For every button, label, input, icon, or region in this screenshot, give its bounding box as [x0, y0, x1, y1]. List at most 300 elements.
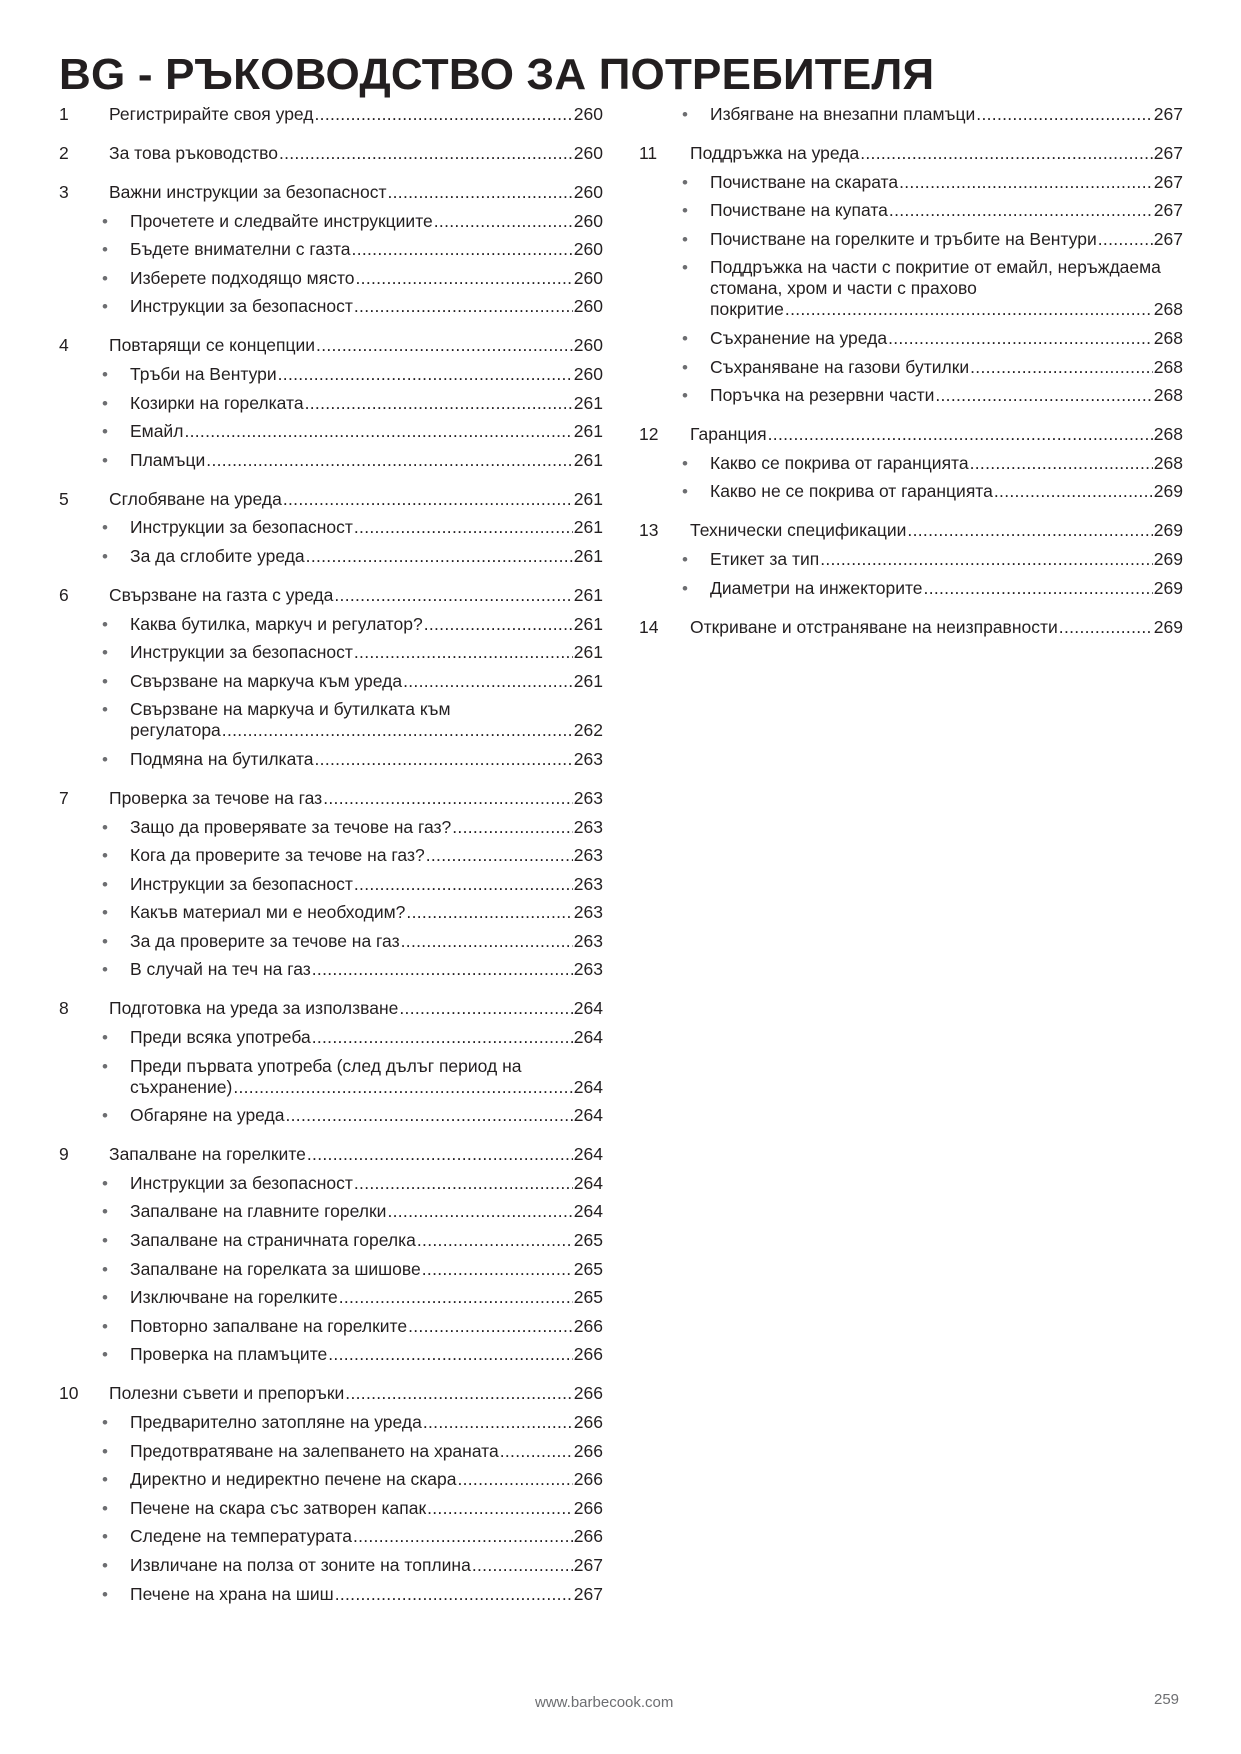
toc-subentry[interactable]	[59, 1555, 603, 1576]
page-number: 263	[573, 959, 603, 980]
dot-leader	[899, 172, 1153, 193]
subentry-body	[710, 104, 1183, 125]
dot-leader	[285, 1105, 572, 1126]
subsection-title: Предварително затопляне на уреда	[130, 1412, 422, 1432]
dot-leader	[387, 1201, 572, 1222]
dot-leader	[334, 585, 572, 606]
page-number: 260	[573, 210, 603, 231]
entry-body	[109, 788, 603, 809]
dot-leader	[935, 385, 1152, 406]
dot-leader	[278, 364, 573, 385]
toc-subentry[interactable]	[59, 845, 603, 866]
subentry-body	[710, 172, 1183, 193]
entry-line	[710, 453, 1183, 474]
subentry-body	[710, 481, 1183, 502]
section-title: Гаранция	[690, 424, 767, 445]
toc-subentry[interactable]	[639, 549, 1183, 570]
dot-leader	[279, 143, 573, 164]
dot-leader	[452, 817, 573, 838]
dot-leader	[472, 1555, 573, 1576]
page-number: 269	[1153, 577, 1183, 598]
subsection-title: Инструкции за безопасност	[130, 296, 353, 317]
subsection-title: В случай на теч на газ	[130, 959, 311, 980]
entry-line	[710, 104, 1183, 125]
subsection-title: Преди всяка употреба	[130, 1027, 311, 1048]
page-number: 267	[1153, 143, 1183, 163]
bullet-icon: •	[102, 268, 108, 288]
toc-section	[59, 998, 603, 1126]
dot-leader	[785, 299, 1153, 320]
toc-subentry[interactable]	[639, 481, 1183, 502]
page-number: 260	[573, 363, 603, 384]
toc-entry[interactable]	[59, 104, 603, 125]
toc-subentry[interactable]	[59, 1230, 603, 1251]
section-title: Свързване на газта с уреда	[109, 584, 334, 605]
bullet-icon: •	[102, 1231, 108, 1251]
bullet-icon: •	[102, 1584, 108, 1604]
dot-leader	[970, 357, 1153, 378]
bullet-icon: •	[102, 931, 108, 951]
toc-subentry[interactable]	[639, 200, 1183, 221]
toc-subentry[interactable]	[639, 104, 1183, 125]
entry-line	[130, 1077, 603, 1098]
entry-line	[130, 364, 603, 385]
subentry-body	[130, 546, 603, 567]
subentry-body	[710, 328, 1183, 349]
subsection-title: регулатора	[130, 720, 221, 741]
toc-subentry[interactable]	[59, 1316, 603, 1337]
toc-subentry[interactable]	[59, 1498, 603, 1519]
dot-leader	[328, 1344, 573, 1365]
dot-leader	[426, 845, 573, 866]
bullet-icon: •	[102, 1527, 108, 1547]
toc-column-left	[59, 104, 603, 1623]
toc-entry[interactable]	[639, 520, 1183, 541]
page-number: 263	[573, 930, 603, 951]
toc-section	[639, 520, 1183, 598]
entry-line	[710, 357, 1183, 378]
page-number: 264	[573, 1201, 603, 1222]
subentry-body	[130, 1230, 603, 1251]
bullet-icon: •	[682, 357, 688, 377]
toc-entry[interactable]	[59, 489, 603, 510]
toc-subentry[interactable]	[59, 959, 603, 980]
subsection-title: Запалване на страничната горелка	[130, 1230, 416, 1251]
subentry-body	[130, 1056, 603, 1098]
page-number: 264	[573, 1172, 603, 1193]
bullet-icon: •	[102, 1202, 108, 1222]
entry-line	[130, 749, 603, 770]
toc-entry[interactable]	[59, 143, 603, 164]
toc-entry[interactable]	[639, 424, 1183, 445]
dot-leader	[889, 200, 1153, 221]
page-number: 266	[573, 1469, 603, 1490]
subentry-body	[130, 671, 603, 692]
toc-subentry[interactable]	[59, 817, 603, 838]
dot-leader	[222, 720, 573, 741]
section-number: 6	[59, 584, 69, 605]
page-number: 267	[1153, 104, 1183, 124]
toc-section	[59, 143, 603, 164]
bullet-icon: •	[682, 482, 688, 502]
subentry-body	[130, 874, 603, 895]
entry-line	[130, 296, 603, 317]
dot-leader	[500, 1441, 573, 1462]
bullet-icon: •	[102, 1106, 108, 1126]
subentry-body	[130, 268, 603, 289]
subsection-title: Запалване на горелката за шишове	[130, 1258, 421, 1279]
subsection-title: Извличане на полза от зоните на топлина	[130, 1554, 471, 1575]
subentry-body	[130, 817, 603, 838]
dot-leader	[312, 959, 573, 980]
toc-subentry[interactable]	[639, 328, 1183, 349]
subsection-title: Инструкции за безопасност	[130, 1172, 353, 1193]
page-number: 269	[1153, 520, 1183, 541]
toc-subentry[interactable]	[59, 1259, 603, 1280]
page-number: 260	[573, 267, 603, 288]
dot-leader	[206, 450, 573, 471]
section-title: Важни инструкции за безопасност	[109, 182, 387, 202]
subsection-title: съхранение)	[130, 1076, 233, 1097]
section-title: Полезни съвети и препоръки	[109, 1383, 345, 1404]
subsection-title: Какво не се покрива от гаранцията	[710, 481, 993, 502]
toc-subentry[interactable]	[59, 450, 603, 471]
page-number: 261	[573, 421, 603, 442]
page-number: 261	[573, 545, 603, 566]
toc-subentry[interactable]	[59, 1105, 603, 1126]
dot-leader	[820, 549, 1153, 570]
toc-column-right	[639, 104, 1183, 656]
toc-subentry[interactable]	[59, 874, 603, 895]
page-number: 261	[573, 488, 603, 509]
subsection-title: Печене на храна на шиш	[130, 1583, 334, 1604]
toc-subentry[interactable]	[59, 296, 603, 317]
subsection-title: Съхраняване на газови бутилки	[710, 356, 970, 377]
subentry-body	[130, 296, 603, 317]
page-number: 264	[573, 1027, 603, 1048]
subentry-body	[130, 450, 603, 471]
footer-url[interactable]: www.barbecook.com	[535, 1694, 674, 1711]
entry-line	[130, 931, 603, 952]
entry-body	[109, 335, 603, 356]
subsection-title: покритие	[710, 299, 784, 320]
subsection-title: Инструкции за безопасност	[130, 517, 353, 538]
dot-leader	[976, 104, 1153, 125]
section-number: 12	[639, 424, 659, 445]
page-number: 269	[1153, 481, 1183, 502]
toc-subentry[interactable]	[59, 268, 603, 289]
toc-section	[639, 617, 1183, 638]
page-number: 266	[573, 1440, 603, 1461]
subsection-title: Диаметри на инжекторите	[710, 577, 923, 598]
dot-leader	[345, 1383, 573, 1404]
toc-subentry[interactable]	[639, 357, 1183, 378]
entry-line	[130, 959, 603, 980]
toc-subentry[interactable]	[59, 1441, 603, 1462]
entry-line	[130, 1201, 603, 1222]
entry-line	[710, 229, 1183, 250]
subentry-body	[130, 1259, 603, 1280]
toc-subentry[interactable]	[639, 385, 1183, 406]
page-number: 263	[573, 902, 603, 923]
subentry-body	[130, 1526, 603, 1547]
toc-subentry[interactable]	[59, 671, 603, 692]
subsection-title: Емайл	[130, 421, 184, 442]
dot-leader	[316, 335, 573, 356]
subentry-body	[710, 357, 1183, 378]
dot-leader	[422, 1259, 573, 1280]
section-number: 2	[59, 143, 69, 163]
subsection-title: Защо да проверявате за течове на газ?	[130, 816, 452, 837]
bullet-icon: •	[102, 1173, 108, 1193]
subsection-title: Инструкции за безопасност	[130, 642, 353, 663]
bullet-icon: •	[102, 1470, 108, 1490]
page-number: 267	[1153, 171, 1183, 192]
subsection-title: Директно и недиректно печене на скара	[130, 1469, 457, 1490]
section-title: Запалване на горелките	[109, 1144, 306, 1165]
toc-subentry[interactable]	[59, 902, 603, 923]
subsection-title: Кога да проверите за течове на газ?	[130, 845, 425, 866]
subentry-body	[130, 845, 603, 866]
page-number: 266	[573, 1497, 603, 1518]
toc-subentry[interactable]	[59, 1287, 603, 1308]
toc-entry[interactable]	[639, 617, 1183, 638]
page-number: 263	[573, 845, 603, 866]
bullet-icon: •	[102, 700, 108, 720]
toc-subentry[interactable]	[59, 517, 603, 538]
subsection-title: Обгаряне на уреда	[130, 1105, 285, 1126]
bullet-icon: •	[102, 1316, 108, 1336]
entry-body	[109, 104, 603, 125]
entry-line	[130, 517, 603, 538]
entry-line	[130, 1105, 603, 1126]
dot-leader	[406, 902, 572, 923]
toc-entry[interactable]	[59, 788, 603, 809]
subsection-title: Почистване на скарата	[710, 171, 899, 192]
toc-subentry[interactable]	[59, 1056, 603, 1098]
toc-subentry[interactable]	[639, 172, 1183, 193]
subsection-title: Изключване на горелките	[130, 1287, 338, 1308]
toc-subentry[interactable]	[59, 1027, 603, 1048]
page-number: 261	[573, 449, 603, 470]
subentry-body	[130, 1201, 603, 1222]
toc-subentry[interactable]	[639, 578, 1183, 599]
dot-leader	[354, 1173, 573, 1194]
toc-section	[59, 1383, 603, 1604]
toc-subentry[interactable]	[59, 642, 603, 663]
page-title: BG - РЪКОВОДСТВО ЗА ПОТРЕБИТЕЛЯ	[59, 50, 935, 99]
page-number: 266	[573, 1526, 603, 1547]
bullet-icon: •	[102, 518, 108, 538]
subsection-title: Избягване на внезапни пламъци	[710, 104, 976, 124]
page-number: 260	[573, 182, 603, 202]
dot-leader	[354, 517, 573, 538]
entry-body	[109, 489, 603, 510]
bullet-icon: •	[682, 578, 688, 598]
entry-line	[130, 1555, 603, 1576]
page-number: 266	[573, 1383, 603, 1404]
toc-subentry[interactable]	[59, 1526, 603, 1547]
dot-leader	[423, 1412, 573, 1433]
subsection-title: Следене на температурата	[130, 1526, 352, 1547]
entry-line	[130, 671, 603, 692]
toc-section	[639, 143, 1183, 406]
toc-subentry[interactable]	[59, 699, 603, 741]
subsection-title: Каква бутилка, маркуч и регулатор?	[130, 613, 423, 634]
toc-subentry[interactable]	[639, 257, 1183, 320]
dot-leader	[354, 874, 573, 895]
dot-leader	[408, 1316, 573, 1337]
page-number: 263	[573, 816, 603, 837]
dot-leader	[860, 143, 1153, 164]
subentry-body	[130, 1173, 603, 1194]
page-number: 264	[573, 1076, 603, 1097]
toc-entry[interactable]	[59, 182, 603, 203]
toc-subentry[interactable]	[59, 749, 603, 770]
subsection-title-line: Преди първата употреба (след дълъг период на	[130, 1055, 522, 1076]
subsection-title: Свързване на маркуча към уреда	[130, 670, 403, 691]
dot-leader	[354, 296, 573, 317]
toc-subentry[interactable]	[59, 393, 603, 414]
toc-subentry[interactable]	[639, 453, 1183, 474]
toc-subentry[interactable]	[59, 211, 603, 232]
section-title: Откриване и отстраняване на неизправности	[690, 616, 1058, 637]
toc-entry[interactable]	[59, 1383, 603, 1404]
section-number: 11	[639, 143, 658, 163]
subentry-body	[710, 453, 1183, 474]
toc-subentry[interactable]	[59, 239, 603, 260]
toc-section	[639, 104, 1183, 125]
toc-subentry[interactable]	[59, 1469, 603, 1490]
entry-line	[130, 1287, 603, 1308]
subentry-body	[710, 385, 1183, 406]
bullet-icon: •	[102, 297, 108, 317]
bullet-icon: •	[682, 229, 688, 249]
page-number: 261	[573, 392, 603, 413]
subsection-title: Запалване на главните горелки	[130, 1201, 387, 1222]
subentry-body	[710, 257, 1183, 320]
page-number: 268	[1153, 385, 1183, 406]
toc-subentry[interactable]	[59, 546, 603, 567]
entry-line	[130, 1584, 603, 1605]
dot-leader	[924, 578, 1153, 599]
toc-subentry[interactable]	[59, 1344, 603, 1365]
page-number: 267	[1153, 228, 1183, 249]
toc-section	[59, 335, 603, 470]
bullet-icon: •	[102, 643, 108, 663]
subentry-body	[130, 1287, 603, 1308]
entry-body	[109, 182, 603, 203]
entry-body	[109, 1144, 603, 1165]
toc-entry[interactable]	[59, 1144, 603, 1165]
toc-subentry[interactable]	[59, 421, 603, 442]
page-number: 265	[573, 1258, 603, 1279]
bullet-icon: •	[102, 903, 108, 923]
bullet-icon: •	[102, 240, 108, 260]
footer-page-number: 259	[1154, 1691, 1180, 1708]
subentry-body	[130, 959, 603, 980]
subentry-body	[130, 211, 603, 232]
entry-line	[710, 385, 1183, 406]
page-number: 261	[573, 613, 603, 634]
subentry-body	[130, 1441, 603, 1462]
subentry-body	[130, 239, 603, 260]
entry-line	[130, 902, 603, 923]
toc-subentry[interactable]	[639, 229, 1183, 250]
subentry-body	[130, 1555, 603, 1576]
subsection-title: Предотвратяване на залепването на храната	[130, 1440, 499, 1461]
bullet-icon: •	[102, 1441, 108, 1461]
dot-leader	[994, 481, 1153, 502]
subentry-body	[710, 549, 1183, 570]
bullet-icon: •	[102, 1345, 108, 1365]
entry-line	[710, 172, 1183, 193]
entry-line	[130, 1230, 603, 1251]
bullet-icon: •	[682, 328, 688, 348]
toc-subentry[interactable]	[59, 1201, 603, 1222]
section-number: 5	[59, 488, 69, 509]
bullet-icon: •	[102, 1028, 108, 1048]
toc-section	[59, 1144, 603, 1365]
subsection-title: За да проверите за течове на газ	[130, 930, 400, 951]
subsection-title: Изберете подходящо място	[130, 267, 355, 288]
toc-section	[59, 489, 603, 567]
subentry-body	[130, 1469, 603, 1490]
entry-line	[130, 1316, 603, 1337]
dot-leader	[1098, 229, 1153, 250]
toc-subentry[interactable]	[59, 1412, 603, 1433]
dot-leader	[307, 1144, 573, 1165]
entry-line	[130, 720, 603, 741]
toc-subentry[interactable]	[59, 1584, 603, 1605]
entry-body	[109, 143, 603, 164]
dot-leader	[315, 749, 573, 770]
dot-leader	[768, 424, 1153, 445]
bullet-icon: •	[682, 453, 688, 473]
toc-subentry[interactable]	[59, 931, 603, 952]
entry-line	[130, 1173, 603, 1194]
dot-leader	[233, 1077, 572, 1098]
entry-line	[710, 299, 1183, 320]
page-number: 269	[1153, 616, 1183, 637]
entry-body	[690, 424, 1183, 445]
toc-subentry[interactable]	[59, 364, 603, 385]
subentry-body	[130, 931, 603, 952]
toc-entry[interactable]	[59, 585, 603, 606]
subentry-body	[130, 364, 603, 385]
entry-line	[130, 614, 603, 635]
page-number: 260	[573, 143, 603, 163]
toc-subentry[interactable]	[59, 1173, 603, 1194]
subentry-body	[130, 517, 603, 538]
dot-leader	[424, 614, 573, 635]
toc-entry[interactable]	[639, 143, 1183, 164]
toc-section	[59, 585, 603, 770]
toc-entry[interactable]	[59, 998, 603, 1019]
dot-leader	[352, 239, 573, 260]
bullet-icon: •	[102, 671, 108, 691]
toc-entry[interactable]	[59, 335, 603, 356]
dot-leader	[353, 1526, 573, 1547]
dot-leader	[306, 546, 573, 567]
entry-line	[130, 393, 603, 414]
subentry-body	[710, 578, 1183, 599]
entry-line	[130, 211, 603, 232]
bullet-icon: •	[682, 258, 688, 278]
entry-line	[130, 546, 603, 567]
toc-subentry[interactable]	[59, 614, 603, 635]
entry-line	[130, 1412, 603, 1433]
